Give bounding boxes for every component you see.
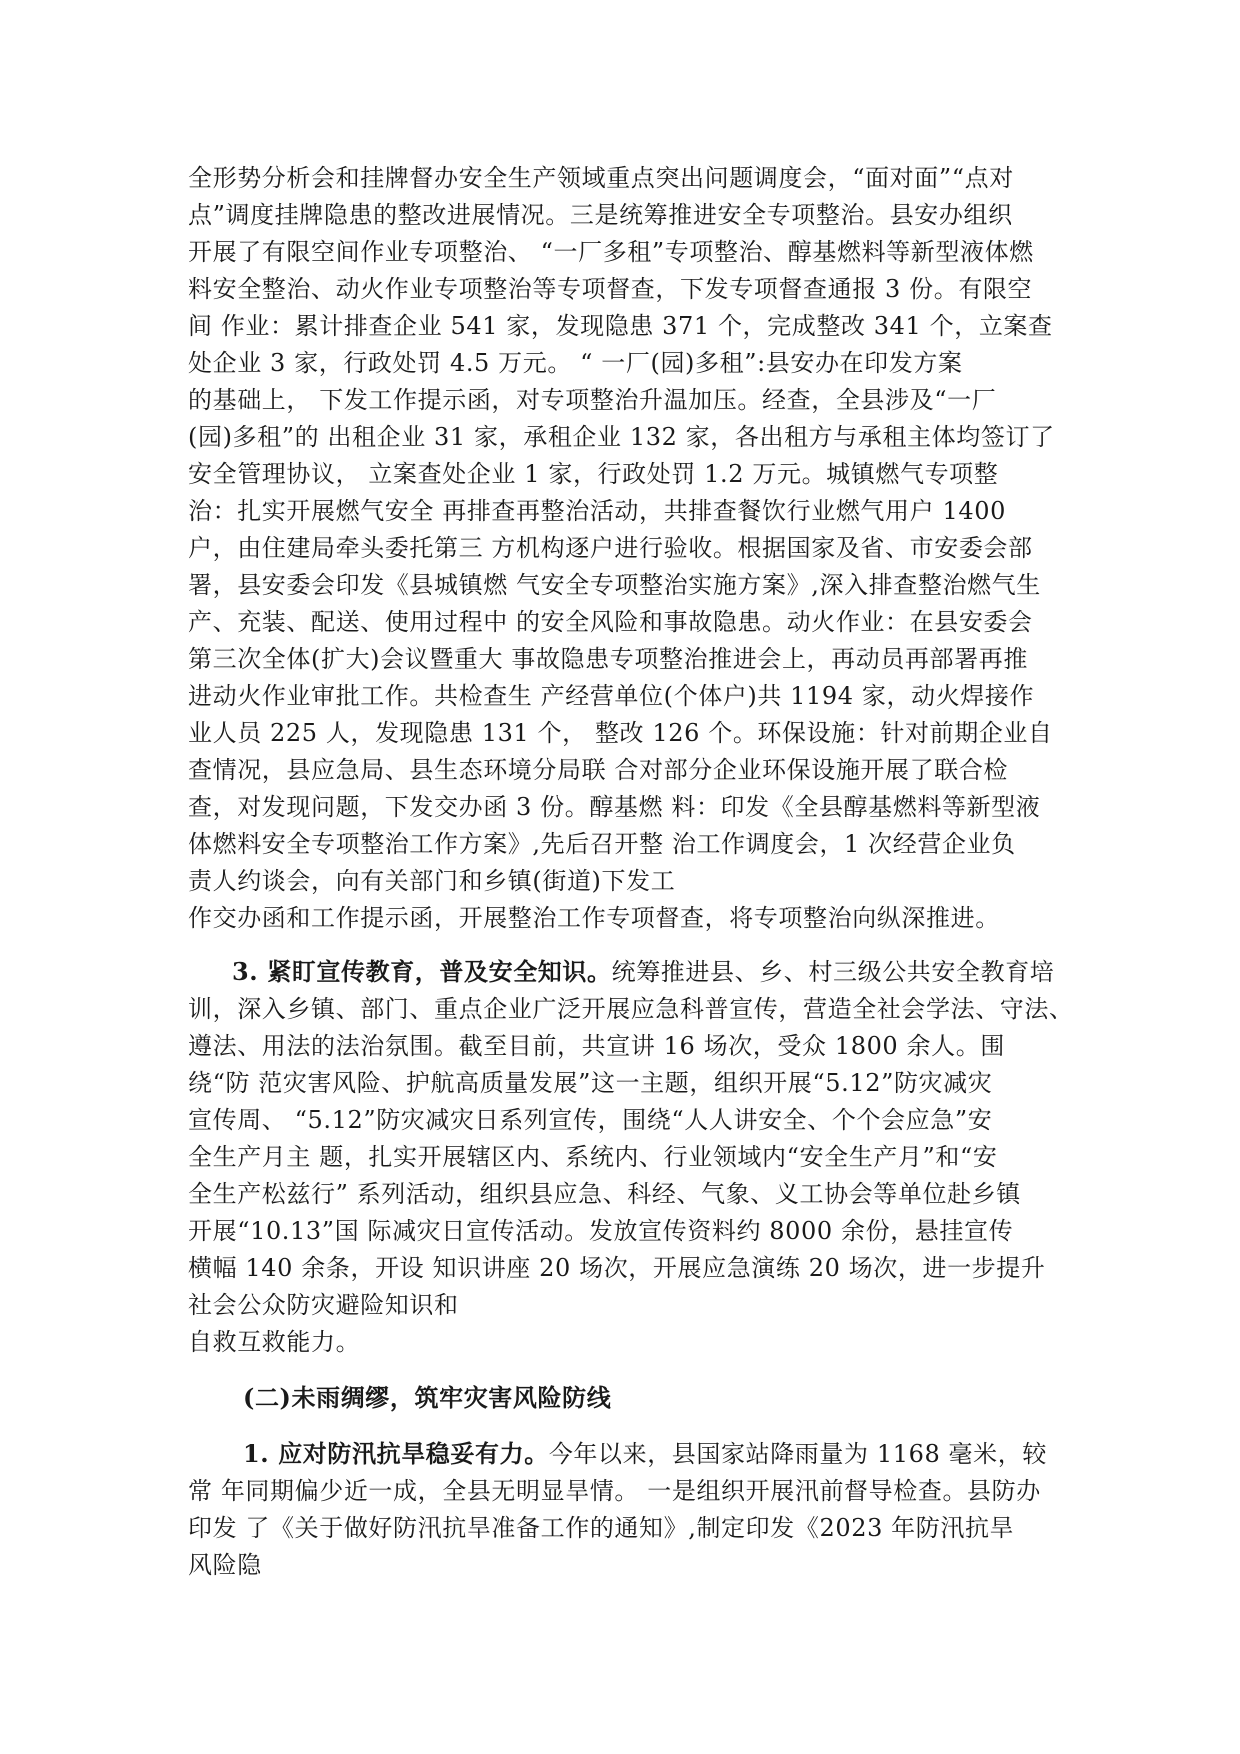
paragraph-line: 社会公众防灾避险知识和 xyxy=(188,1291,459,1319)
paragraph-line: 开展了有限空间作业专项整治、 “一厂多租”专项整治、醇基燃料等新型液体燃 xyxy=(188,238,1034,266)
section-heading: (二)未雨绸缪，筑牢灾害风险防线 xyxy=(243,1383,612,1412)
paragraph-line: 印发 了《关于做好防汛抗旱准备工作的通知》,制定印发《2023 年防汛抗旱 xyxy=(188,1514,1015,1542)
paragraph-line: 产、充装、配送、使用过程中 的安全风险和事故隐患。动火作业：在县安委会 xyxy=(188,608,1033,636)
paragraph-line: 全生产月主 题，扎实开展辖区内、系统内、行业领域内“安全生产月”和“安 xyxy=(188,1143,998,1171)
paragraph-line: 遵法、用法的法治氛围。截至目前，共宣讲 16 场次，受众 1800 余人。围 xyxy=(188,1032,1005,1060)
section-3-first-line-text: 统筹推进县、乡、村三级公共安全教育培 xyxy=(611,958,1055,986)
paragraph-line: 间 作业：累计排查企业 541 家，发现隐患 371 个，完成整改 341 个，立案查 xyxy=(188,312,1053,340)
paragraph-line: 查，对发现问题，下发交办函 3 份。醇基燃 料：印发《全县醇基燃料等新型液 xyxy=(188,793,1041,821)
paragraph-line: 的基础上， 下发工作提示函，对专项整治升温加压。经查，全县涉及“一厂 xyxy=(188,386,997,414)
section-2-1-first-line xyxy=(243,1436,1047,1472)
section-2-1-heading: 1. 应对防汛抗旱稳妥有力。 xyxy=(243,1439,549,1468)
section-2-1-first-line-text: 今年以来，县国家站降雨量为 1168 毫米，较 xyxy=(548,1440,1047,1468)
paragraph-line: 责人约谈会，向有关部门和乡镇(街道)下发工 xyxy=(188,867,676,895)
paragraph-line: 宣传周、 “5.12”防灾减灾日系列宣传，围绕“人人讲安全、个个会应急”安 xyxy=(188,1106,993,1134)
paragraph-line: 点”调度挂牌隐患的整改进展情况。三是统筹推进安全专项整治。县安办组织 xyxy=(188,201,1013,229)
paragraph-line: 全形势分析会和挂牌督办安全生产领域重点突出问题调度会，“面对面”“点对 xyxy=(188,164,1014,192)
paragraph-line: 常 年同期偏少近一成，全县无明显旱情。 一是组织开展汛前督导检查。县防办 xyxy=(188,1477,1041,1505)
paragraph-line: 户，由住建局牵头委托第三 方机构逐户进行验收。根据国家及省、市安委会部 xyxy=(188,534,1033,562)
paragraph-line: 自救互救能力。 xyxy=(188,1328,361,1356)
paragraph-line: 业人员 225 人，发现隐患 131 个， 整改 126 个。环保设施：针对前期企业自 xyxy=(188,719,1053,747)
section-3-heading: 3. 紧盯宣传教育，普及安全知识。 xyxy=(232,957,612,986)
paragraph-line: 治：扎实开展燃气安全 再排查再整治活动，共排查餐饮行业燃气用户 1400 xyxy=(188,497,1006,525)
paragraph-line: 安全管理协议， 立案查处企业 1 家，行政处罚 1.2 万元。城镇燃气专项整 xyxy=(188,460,999,488)
paragraph-line: 处企业 3 家，行政处罚 4.5 万元。 “ 一厂(园)多租”:县安办在印发方案 xyxy=(188,349,963,377)
paragraph-line: 风险隐 xyxy=(188,1551,262,1579)
paragraph-line: 训，深入乡镇、部门、重点企业广泛开展应急科普宣传，营造全社会学法、守法、 xyxy=(188,995,1074,1023)
paragraph-line: 开展“10.13”国 际减灾日宣传活动。发放宣传资料约 8000 余份，悬挂宣传 xyxy=(188,1217,1014,1245)
section-3-first-line xyxy=(232,954,1054,990)
paragraph-line: 绕“防 范灾害风险、护航高质量发展”这一主题，组织开展“5.12”防灾减灾 xyxy=(188,1069,993,1097)
paragraph-line: 第三次全体(扩大)会议暨重大 事故隐患专项整治推进会上，再动员再部署再推 xyxy=(188,645,1028,673)
paragraph-line: 横幅 140 余条，开设 知识讲座 20 场次，开展应急演练 20 场次，进一步提升 xyxy=(188,1254,1046,1282)
paragraph-line: 体燃料安全专项整治工作方案》,先后召开整 治工作调度会，1 次经营企业负 xyxy=(188,830,1016,858)
paragraph-line: (园)多租”的 出租企业 31 家，承租企业 132 家，各出租方与承租主体均签订了 xyxy=(188,423,1055,451)
paragraph-line: 查情况，县应急局、县生态环境分局联 合对部分企业环保设施开展了联合检 xyxy=(188,756,1009,784)
paragraph-line: 料安全整治、动火作业专项整治等专项督查，下发专项督查通报 3 份。有限空 xyxy=(188,275,1033,303)
paragraph-line: 署，县安委会印发《县城镇燃 气安全专项整治实施方案》,深入排查整治燃气生 xyxy=(188,571,1041,599)
paragraph-line: 全生产松兹行” 系列活动，组织县应急、科经、气象、义工协会等单位赴乡镇 xyxy=(188,1180,1021,1208)
paragraph-line: 作交办函和工作提示函，开展整治工作专项督查，将专项整治向纵深推进。 xyxy=(188,904,1000,932)
paragraph-line: 进动火作业审批工作。共检查生 产经营单位(个体户)共 1194 家，动火焊接作 xyxy=(188,682,1035,710)
